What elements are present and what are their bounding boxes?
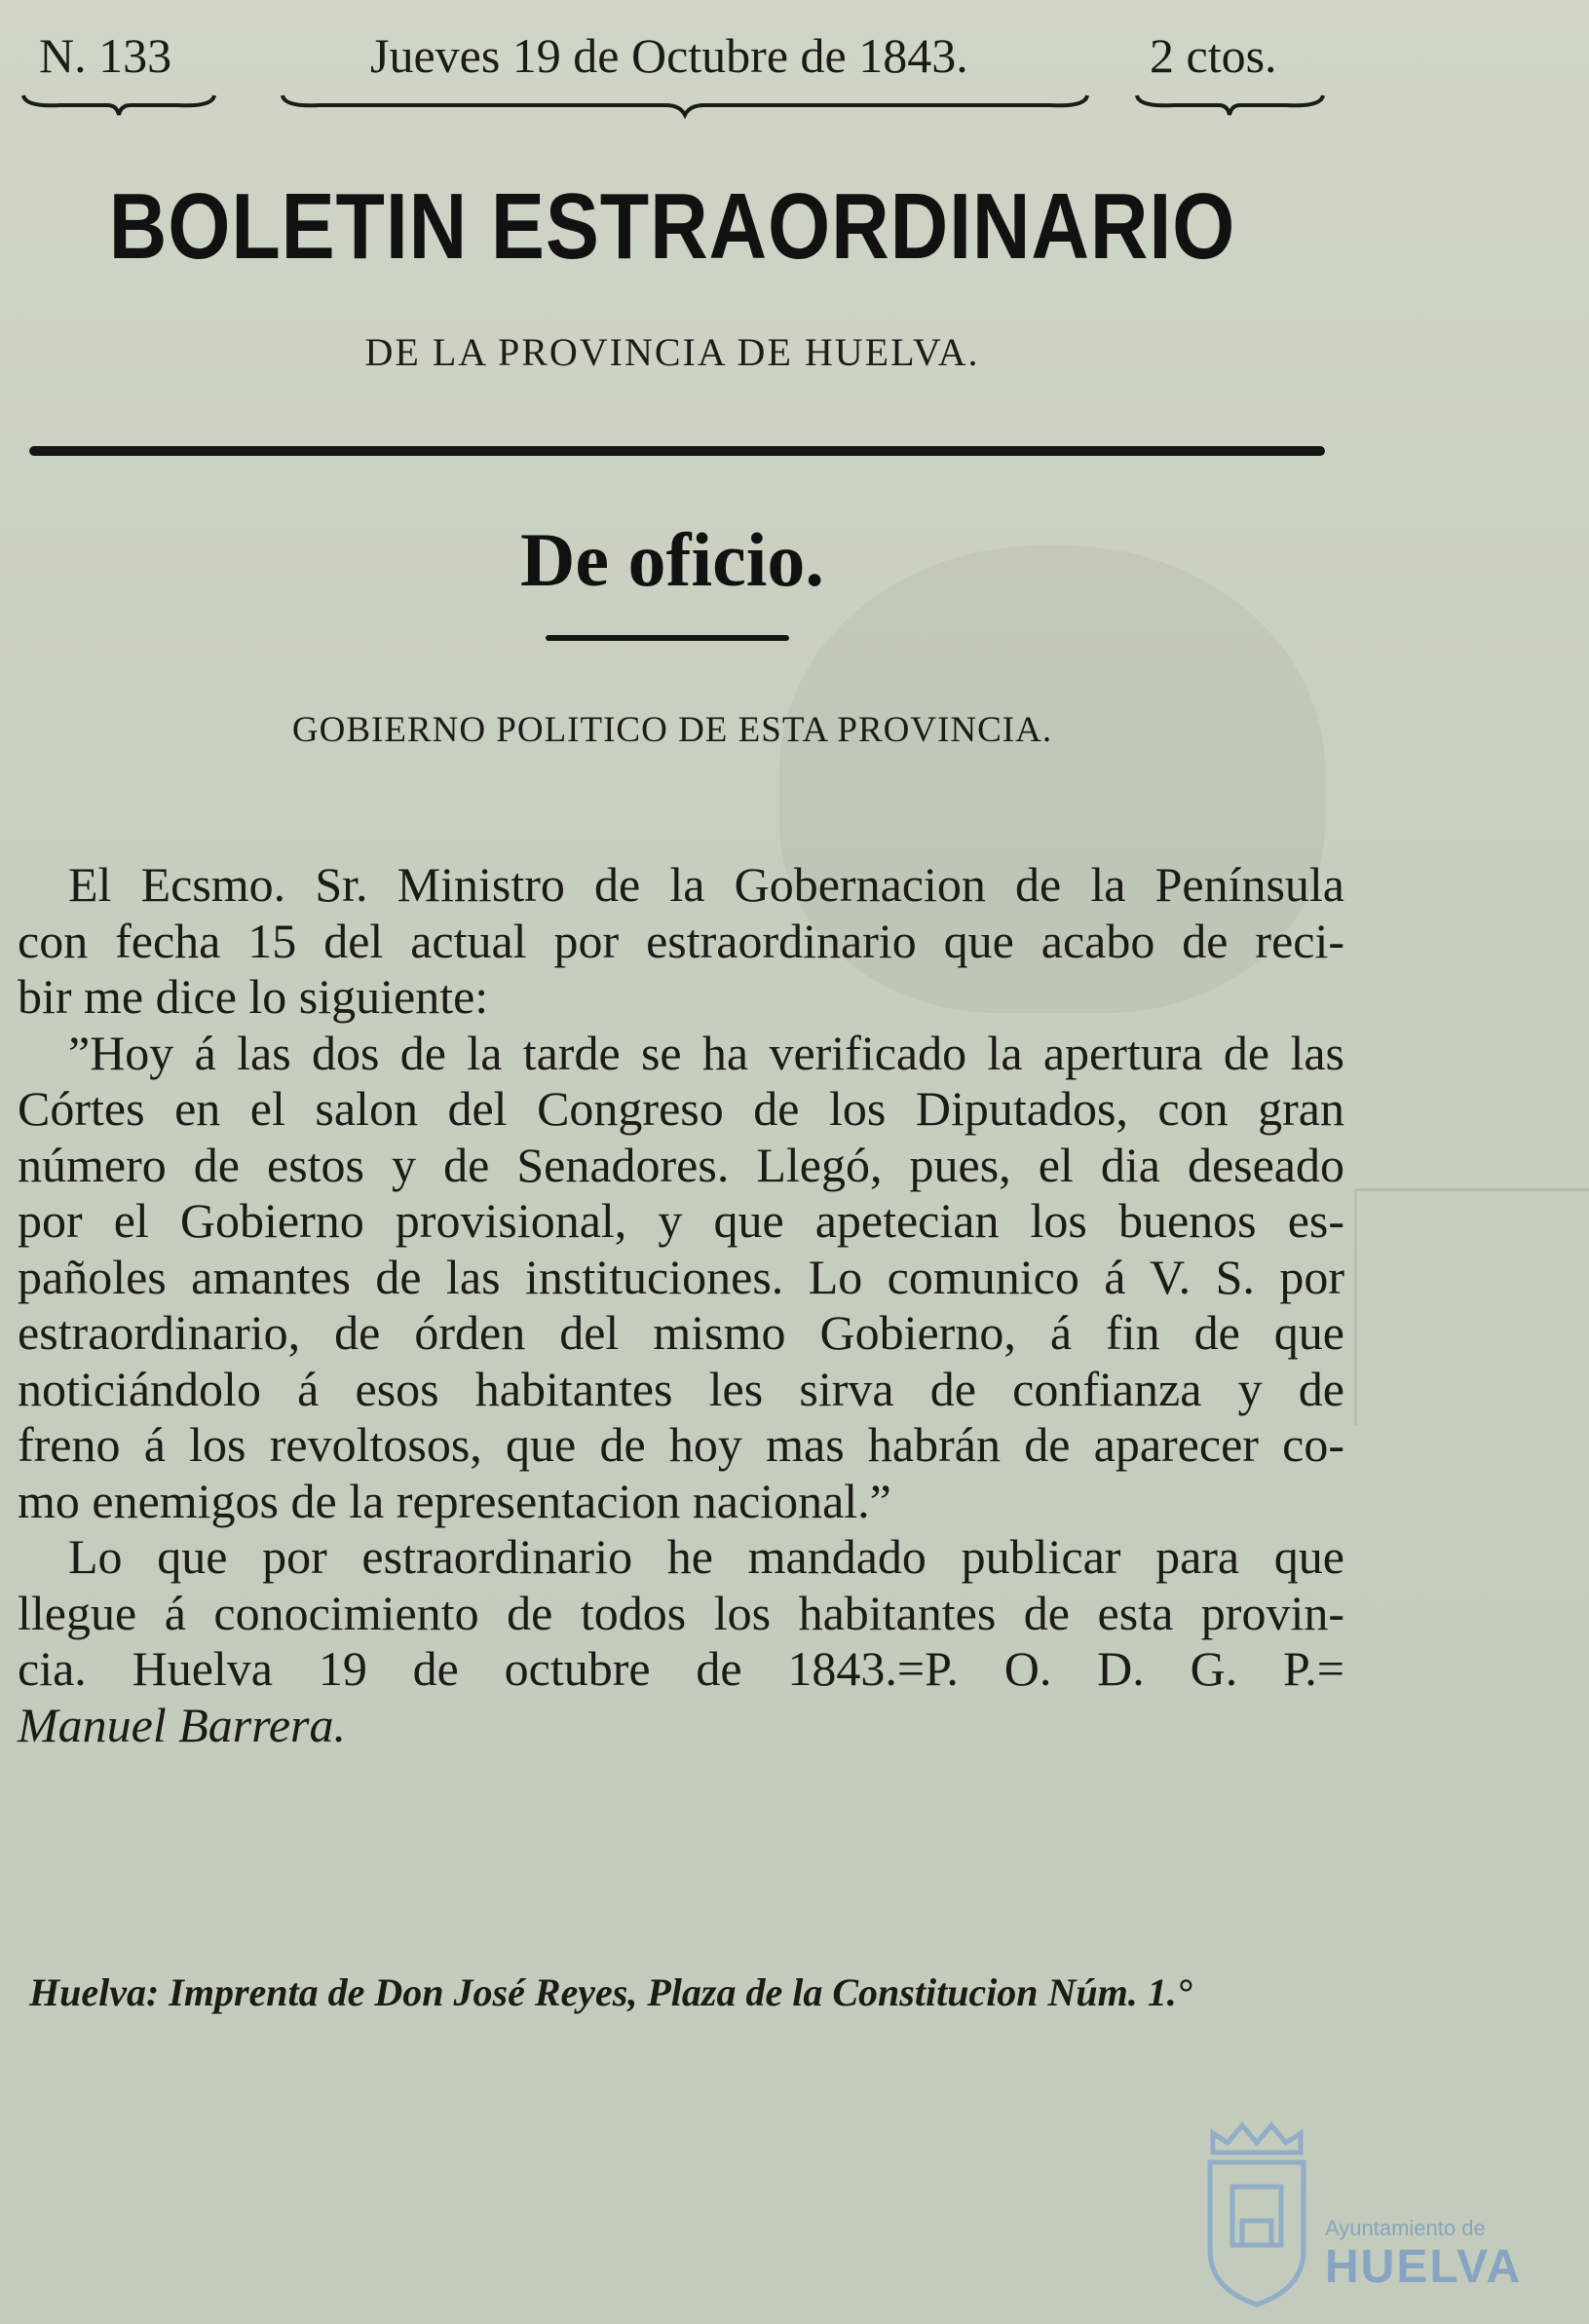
article-line: llegue á conocimiento de todos los habitantes de esta provin- [18, 1585, 1344, 1640]
newspaper-subtitle: DE LA PROVINCIA DE HUELVA. [364, 330, 980, 374]
article-line: por el Gobierno provisional, y que apetecian los buenos es- [18, 1193, 1344, 1248]
article-line: mo enemigos de la representacion nacional.” [18, 1473, 891, 1528]
ayuntamiento-logo [1189, 2114, 1578, 2318]
brace-ornament-right [1135, 90, 1325, 119]
brace-ornament-center [281, 90, 1089, 119]
masthead-rule [29, 446, 1325, 456]
article-line: bir me dice lo siguiente: [18, 969, 489, 1024]
article-line: noticiándolo á esos habitantes les sirva de confianza y de [18, 1361, 1344, 1416]
signature: Manuel Barrera. [18, 1697, 346, 1752]
coat-of-arms-icon [1189, 2114, 1325, 2308]
newspaper-title: BOLETIN ESTRAORDINARIO [108, 174, 1236, 279]
printer-imprint: Huelva: Imprenta de Don José Reyes, Plaza de la Constitucion Núm. 1.° [29, 1970, 1192, 2014]
logo-city: HUELVA [1325, 2241, 1523, 2293]
article-line: con fecha 15 del actual por estraordinario que acabo de reci- [18, 913, 1344, 968]
article-line: El Ecsmo. Sr. Ministro de la Gobernacion de la Península [68, 857, 1344, 912]
article-line: Lo que por estraordinario he mandado publicar para que [68, 1529, 1344, 1584]
article-line: pañoles amantes de las instituciones. Lo comunico á V. S. por [18, 1249, 1344, 1304]
brace-ornament-left [21, 90, 216, 119]
section-rule [546, 635, 789, 641]
issue-number: N. 133 [39, 28, 172, 83]
article-line: Córtes en el salon del Congreso de los Diputados, con gran [18, 1081, 1344, 1136]
article-body [18, 857, 1344, 1753]
article-line: freno á los revoltosos, que de hoy mas habrán de aparecer co- [18, 1417, 1344, 1472]
section-heading: De oficio. [520, 517, 824, 602]
logo-label: Ayuntamiento de [1325, 2216, 1486, 2240]
issue-price: 2 ctos. [1150, 28, 1277, 83]
office-heading: GOBIERNO POLITICO DE ESTA PROVINCIA. [291, 710, 1053, 750]
article-line: cia. Huelva 19 de octubre de 1843.=P. O. D. G. P.= [18, 1641, 1344, 1696]
bleed-through-frame [1354, 1188, 1589, 1425]
issue-date: Jueves 19 de Octubre de 1843. [370, 28, 968, 83]
article-line: ”Hoy á las dos de la tarde se ha verificado la apertura de las [68, 1025, 1344, 1080]
article-line: número de estos y de Senadores. Llegó, pues, el dia deseado [18, 1137, 1344, 1192]
article-line: estraordinario, de órden del mismo Gobierno, á fin de que [18, 1305, 1344, 1360]
